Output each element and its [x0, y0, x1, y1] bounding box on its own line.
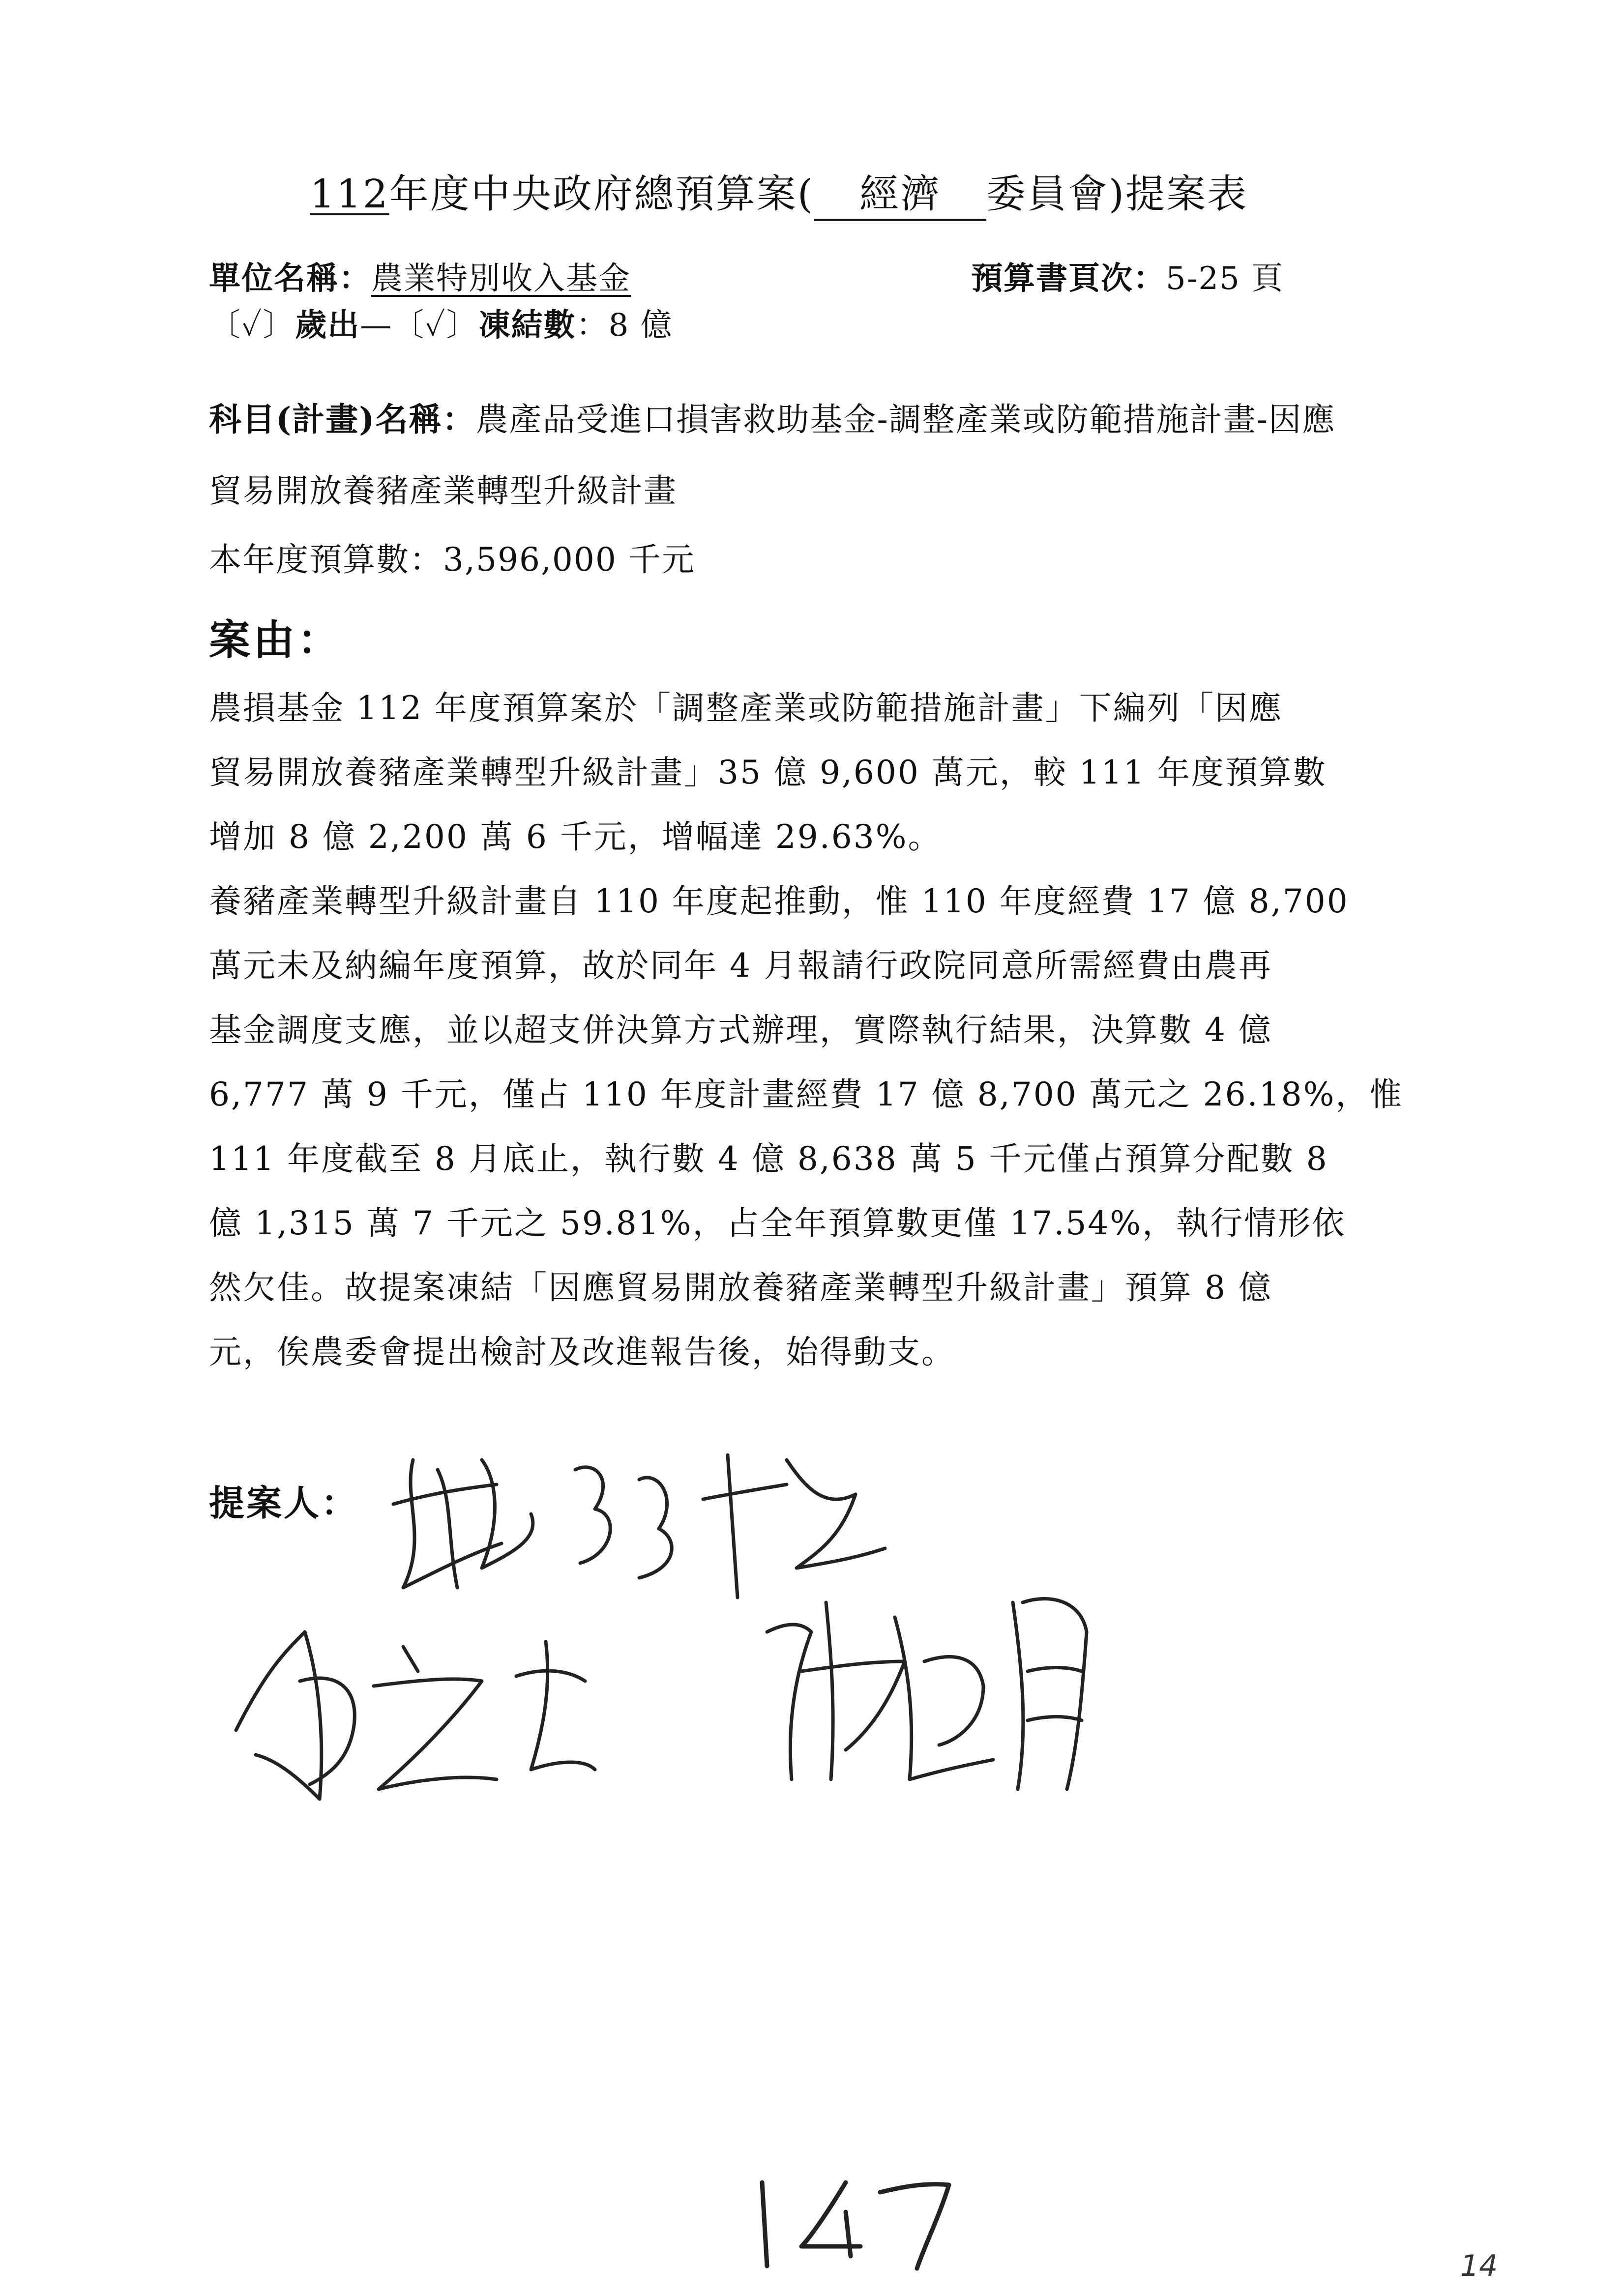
reason-body	[209, 676, 1448, 1384]
unit-line	[209, 253, 631, 298]
type-dash: —	[360, 307, 393, 344]
checkbox-expenditure: 〔✓〕	[209, 307, 295, 344]
reason-line: 萬元未及納編年度預算，故於同年 4 月報請行政院同意所需經費由農再	[209, 947, 1272, 985]
type-expenditure: 歲出	[295, 307, 360, 344]
freeze-amount: ：8 億	[576, 307, 673, 344]
unit-label: 單位名稱：	[209, 260, 371, 297]
type-line	[209, 300, 673, 345]
page-number: 14	[1460, 2249, 1498, 2283]
title-prefix: 年度中央政府總預算案(	[389, 171, 814, 217]
signature-3	[747, 1573, 1101, 1799]
reason-line: 農損基金 112 年度預算案於「調整產業或防範措施計畫」下編列「因應	[209, 689, 1283, 727]
unit-value: 農業特別收入基金	[371, 261, 631, 297]
reason-line: 111 年度截至 8 月底止，執行數 4 億 8,638 萬 5 千元僅占預算分配數 8	[209, 1140, 1329, 1178]
page-ref	[971, 253, 1284, 298]
form-title	[310, 162, 1248, 221]
reason-line: 元，俟農委會提出檢討及改進報告後，始得動支。	[209, 1333, 955, 1371]
signature-2	[207, 1612, 610, 1819]
reason-line: 6,777 萬 9 千元，僅占 110 年度計畫經費 17 億 8,700 萬元之 26.18%，惟	[209, 1075, 1404, 1113]
reason-line: 然欠佳。故提案凍結「因應貿易開放養豬產業轉型升級計畫」預算 8 億	[209, 1269, 1272, 1307]
title-committee: 經濟	[814, 162, 986, 221]
reason-line: 增加 8 億 2,200 萬 6 千元，增幅達 29.63%。	[209, 818, 942, 856]
budget-amount: 本年度預算數：3,596,000 千元	[209, 541, 695, 579]
checkbox-freeze: 〔✓〕	[392, 307, 479, 344]
proposer-label: 提案人：	[209, 1482, 359, 1524]
subject-label: 科目(計畫)名稱：	[209, 400, 476, 438]
reason-line: 億 1,315 萬 7 千元之 59.81%，占全年預算數更僅 17.54%，執行情形依	[209, 1204, 1346, 1242]
subject-value-1: 農產品受進口損害救助基金-調整產業或防範措施計畫-因應	[475, 401, 1336, 438]
subject-line-2: 貿易開放養豬產業轉型升級計畫	[209, 472, 677, 510]
reason-line: 貿易開放養豬產業轉型升級計畫」35 億 9,600 萬元，較 111 年度預算數	[209, 754, 1327, 791]
page-ref-label: 預算書頁次：	[971, 260, 1166, 297]
reason-line: 基金調度支應，並以超支併決算方式辦理，實際執行結果，決算數 4 億	[209, 1011, 1272, 1049]
subject-line-1	[209, 393, 1335, 440]
page-ref-value: 5-25 頁	[1166, 261, 1284, 297]
handwritten-number-text	[733, 2178, 969, 2271]
reason-heading: 案由：	[209, 615, 342, 664]
type-freeze: 凍結數	[478, 307, 576, 344]
title-year: 112	[310, 171, 389, 217]
reason-line: 養豬產業轉型升級計畫自 110 年度起推動，惟 110 年度經費 17 億 8,700	[209, 882, 1349, 920]
title-suffix: 委員會)提案表	[986, 171, 1248, 217]
